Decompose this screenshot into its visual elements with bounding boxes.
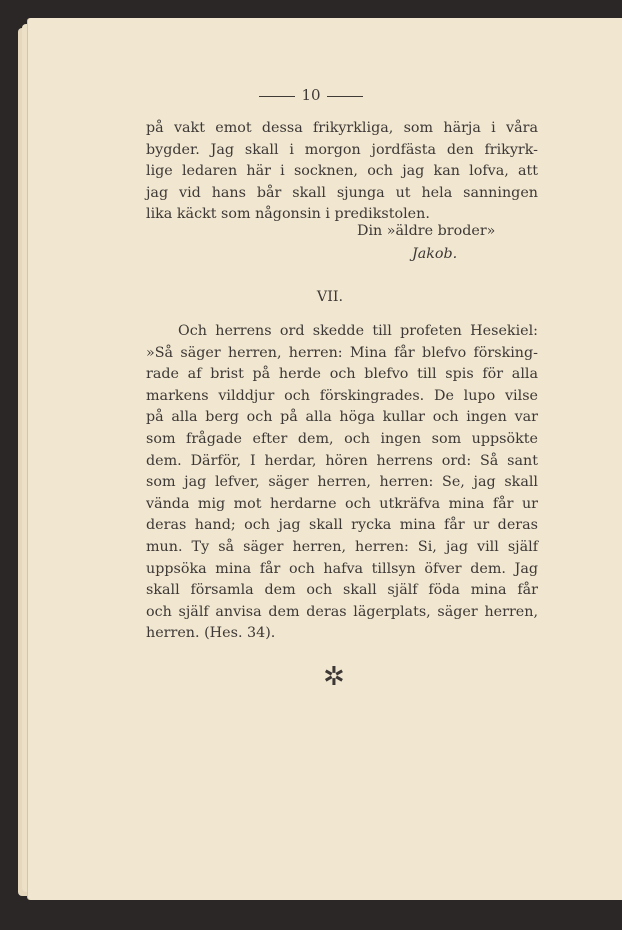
text-line: rade af brist på herde och blefvo till spis för alla	[146, 366, 538, 383]
section-heading: VII.	[316, 289, 344, 305]
text-line: uppsöka mina får och hafva tillsyn öfver dem. Jag	[146, 560, 538, 577]
text-line: vända mig mot herdarne och utkräfva mina får ur	[146, 495, 538, 512]
text-line: bygder. Jag skall i morgon jordfästa den frikyrk-	[146, 141, 538, 158]
text-line: som frågade efter dem, och ingen som uppsökte	[146, 430, 538, 447]
text-line: herren. (Hes. 34).	[146, 625, 276, 642]
text-line: jag vid hans bår skall sjunga ut hela sanningen	[146, 184, 538, 201]
text-line: deras hand; och jag skall rycka mina får ur deras	[146, 517, 538, 534]
header-rule-left	[259, 96, 295, 97]
text-line: som jag lefver, säger herren, herren: Se, jag skall	[146, 474, 538, 491]
page-number: 10	[301, 86, 321, 104]
page-header	[0, 86, 622, 104]
text-line: på vakt emot dessa frikyrkliga, som härja i våra	[146, 120, 538, 136]
paragraph-scripture-quote	[146, 321, 538, 645]
asterisk-ornament-icon: ✲	[323, 662, 345, 692]
text-line: på alla berg och på alla höga kullar och ingen var	[146, 409, 538, 426]
paragraph-letter-ending	[146, 118, 538, 226]
text-line: lika käckt som någonsin i predikstolen.	[146, 206, 430, 223]
text-line: mun. Ty så säger herren, herren: Si, jag vill själf	[146, 538, 538, 555]
signature-closing: Din »äldre broder»	[357, 223, 496, 239]
text-line: och själf anvisa dem deras lägerplats, säger herren,	[146, 603, 538, 620]
text-line: skall församla dem och skall själf föda mina får	[146, 582, 538, 599]
signature-name: Jakob.	[412, 246, 458, 262]
text-line: »Så säger herren, herren: Mina får blefvo försking-	[146, 344, 538, 361]
text-line: dem. Därför, I herdar, hören herrens ord: Så sant	[146, 452, 538, 469]
text-line: markens vilddjur och förskingrades. De lupo vilse	[146, 387, 538, 404]
text-line: Och herrens ord skedde till profeten Hesekiel:	[178, 323, 538, 339]
text-line: lige ledaren här i socknen, och jag kan lofva, att	[146, 163, 538, 180]
header-rule-right	[327, 96, 363, 97]
